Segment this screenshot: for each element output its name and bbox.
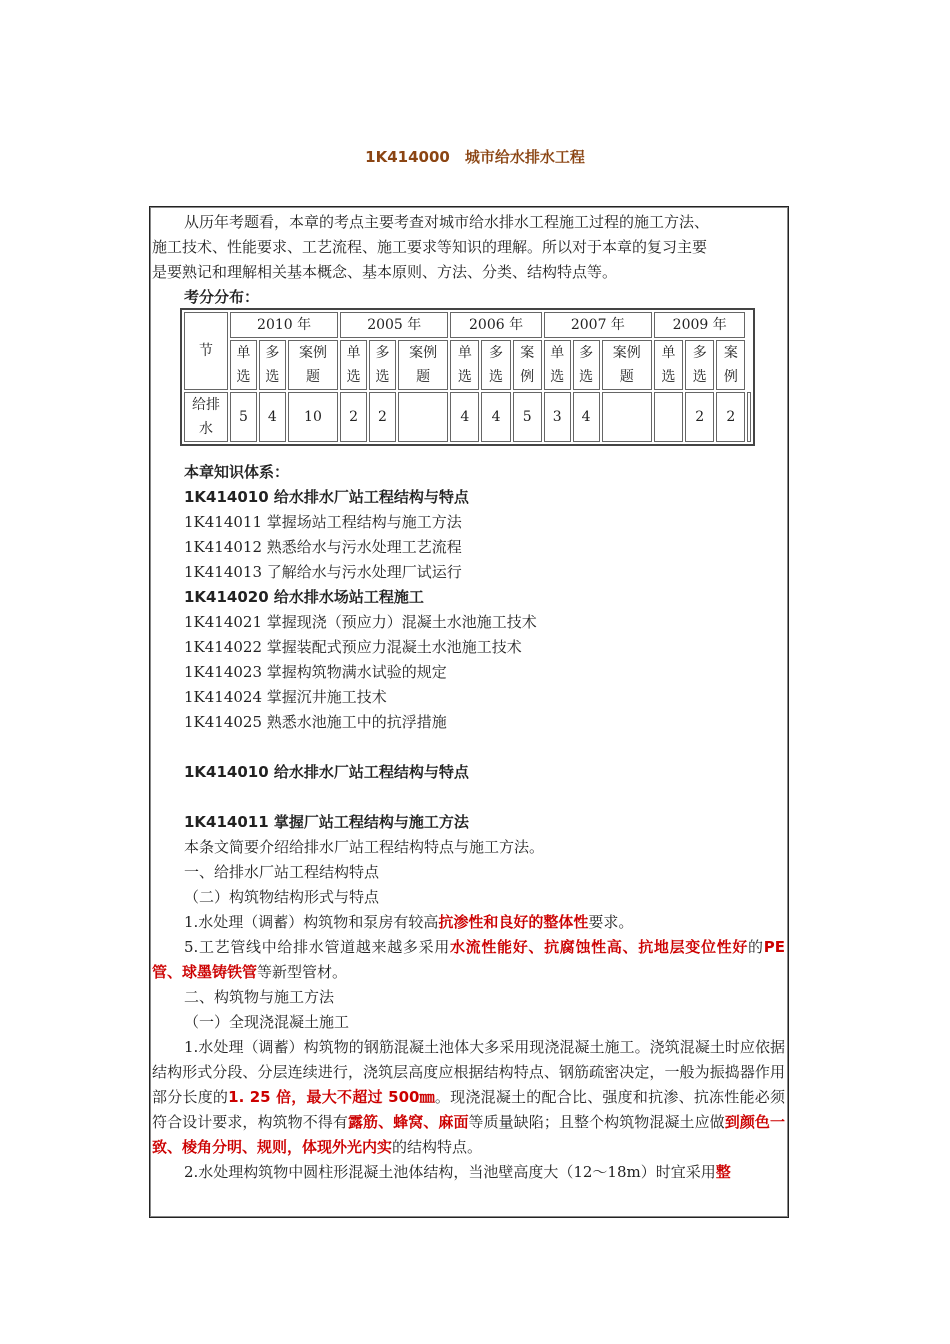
outline-item: 1K414012 熟悉给水与污水处理工艺流程 [184, 538, 462, 556]
score-distribution-table [180, 308, 755, 446]
value-cell: 2 [716, 392, 745, 442]
sub-header-cell: 案例 题 [398, 340, 448, 390]
outline-item: 1K414020 给水排水场站工程施工 [184, 588, 424, 606]
year-header: 2009 年 [654, 312, 746, 338]
highlight-text: 1. 25 倍，最大不超过 500㎜ [228, 1088, 435, 1106]
intro-line-2: 施工技术、性能要求、工艺流程、施工要求等知识的理解。所以对于本章的复习主要 [152, 238, 708, 256]
subheading: （一）全现浇混凝土施工 [184, 1013, 350, 1031]
sub-header-cell: 单 选 [230, 340, 257, 390]
section-heading: 1K414010 给水排水厂站工程结构与特点 [184, 763, 469, 781]
highlight-text: 水流性能好、抗腐蚀性高、抗地层变位性好 [449, 938, 749, 956]
content-frame [149, 206, 789, 1218]
highlight-text: 露筋、蜂窝、麻面 [347, 1113, 469, 1131]
sub-header-cell: 多 选 [573, 340, 600, 390]
subheading: 二、构筑物与施工方法 [184, 988, 335, 1006]
intro-line-3: 是要熟记和理解相关基本概念、基本原则、方法、分类、结构特点等。 [152, 263, 618, 281]
knowledge-heading: 本章知识体系： [184, 463, 290, 481]
paragraph: 2.水处理构筑物中圆柱形混凝土池体结构，当池壁高度大（12～18m）时宜采用整 [184, 1163, 731, 1181]
outline-item: 1K414021 掌握现浇（预应力）混凝土水池施工技术 [184, 613, 537, 631]
value-cell: 4 [450, 392, 479, 442]
value-cell: 2 [340, 392, 367, 442]
value-cell [602, 392, 652, 442]
outline-item: 1K414025 熟悉水池施工中的抗浮措施 [184, 713, 447, 731]
subheading: （二）构筑物结构形式与特点 [184, 888, 380, 906]
year-header: 2010 年 [230, 312, 338, 338]
outline-item: 1K414024 掌握沉井施工技术 [184, 688, 387, 706]
highlight-text: PE 管、球墨铸铁管 [152, 938, 785, 981]
paragraph: 本条文简要介绍给排水厂站工程结构特点与施工方法。 [184, 838, 545, 856]
row-label-cell: 给排 水 [184, 392, 228, 442]
highlight-text: 抗渗性和良好的整体性 [438, 913, 589, 931]
table-header-cell: 节 [184, 312, 228, 390]
year-header: 2006 年 [450, 312, 542, 338]
paragraph: 1.水处理（调蓄）构筑物和泵房有较高抗渗性和良好的整体性要求。 [184, 913, 634, 931]
sub-header-cell: 多 选 [685, 340, 714, 390]
sub-header-cell: 单 选 [340, 340, 367, 390]
year-header: 2007 年 [544, 312, 652, 338]
value-cell: 4 [481, 392, 510, 442]
value-cell [398, 392, 448, 442]
paragraph: 5.工艺管线中给排水管道越来越多采用水流性能好、抗腐蚀性高、抗地层变位性好的PE 管、球墨铸铁管等新型管材。 [152, 938, 785, 981]
value-cell: 5 [230, 392, 257, 442]
sub-header-cell: 多 选 [481, 340, 510, 390]
value-cell [654, 392, 683, 442]
outline-item: 1K414011 掌握场站工程结构与施工方法 [184, 513, 462, 531]
sub-header-cell: 单 选 [654, 340, 683, 390]
highlight-text: 整 [715, 1163, 731, 1181]
value-cell: 4 [259, 392, 286, 442]
highlight-text: 到颜色一致、棱角分明、规则，体现外光内实 [152, 1113, 785, 1156]
page-title: 1K414000 城市给水排水工程 [365, 148, 585, 166]
value-cell: 2 [369, 392, 396, 442]
intro-line-1: 从历年考题看，本章的考点主要考查对城市给水排水工程施工过程的施工方法、 [184, 213, 710, 231]
outline-item: 1K414022 掌握装配式预应力混凝土水池施工技术 [184, 638, 522, 656]
sub-header-cell: 案例 题 [602, 340, 652, 390]
value-cell: 5 [513, 392, 542, 442]
value-cell: 10 [288, 392, 338, 442]
paragraph: 1.水处理（调蓄）构筑物的钢筋混凝土池体大多采用现浇混凝土施工。浇筑混凝土时应依据结构形式分段、分层连续进行，浇筑层高度应根据结构特点、钢筋疏密决定，一般为振捣器作用部分长度的1. 25 倍，最大不超过 500㎜。现浇混凝土的配合比、强度和抗渗、抗冻性能必须符合设计要求，构筑物不得有露筋、蜂窝、麻面等质量缺陷；且整个构筑物混凝土应做到颜色一致、棱角分明、规则，体现外光内实的结构特点。 [152, 1038, 785, 1156]
outline-item: 1K414023 掌握构筑物满水试验的规定 [184, 663, 447, 681]
subheading: 一、给排水厂站工程结构特点 [184, 863, 380, 881]
value-cell [747, 392, 751, 442]
outline-item: 1K414013 了解给水与污水处理厂试运行 [184, 563, 462, 581]
sub-header-cell: 案例 题 [288, 340, 338, 390]
sub-header-cell: 多 选 [259, 340, 286, 390]
sub-header-cell: 单 选 [450, 340, 479, 390]
value-cell: 3 [544, 392, 571, 442]
value-cell: 4 [573, 392, 600, 442]
value-cell: 2 [685, 392, 714, 442]
sub-header-cell: 多 选 [369, 340, 396, 390]
sub-header-cell: 案 例 [716, 340, 745, 390]
section-heading: 1K414011 掌握厂站工程结构与施工方法 [184, 813, 469, 831]
outline-item: 1K414010 给水排水厂站工程结构与特点 [184, 488, 469, 506]
score-heading: 考分分布： [184, 288, 260, 306]
sub-header-cell: 单 选 [544, 340, 571, 390]
sub-header-cell: 案 例 [513, 340, 542, 390]
year-header: 2005 年 [340, 312, 448, 338]
